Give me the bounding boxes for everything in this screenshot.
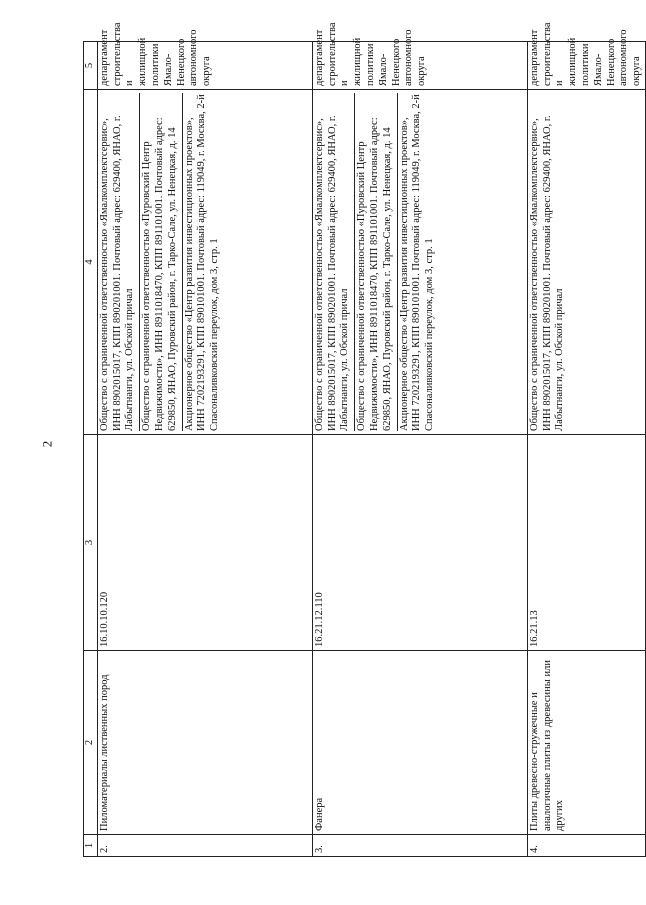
product-code: 16.10.10.120 xyxy=(97,435,312,651)
organization: Акционерное общество «Центр развития инвестиционных проектов», ИНН 7202193291, КПП 890101001. Почтовый адрес: 119049, г. Москва, 2-й Спасоналивковский переулок, дом 3, стр. 1 xyxy=(397,93,439,431)
row-number: 3. xyxy=(312,835,527,857)
organization: Акционерное общество «Центр развития инвестиционных проектов», ИНН 7202193291, КПП 890101001. Почтовый адрес: 119049, г. Москва, 2-й Спасоналивковский переулок, дом 3, стр. 1 xyxy=(182,93,224,431)
header-row xyxy=(84,42,98,857)
department: департамент строительства и жилищной политики Ямало-Ненецкого автономного округа xyxy=(312,42,527,90)
organization: Общество с ограниченной ответственностью «Ямалкомплектсервис», ИНН 8902015017, КПП 890201001. Почтовый адрес: 629400, ЯНАО, г. Лабытнанги, ул. Обской причал xyxy=(528,115,566,431)
row-number: 2. xyxy=(97,835,312,857)
department: департамент строительства и жилищной политики Ямало-Ненецкого автономного округа xyxy=(97,42,312,90)
col-header-4: 4 xyxy=(84,90,98,435)
col-header-2: 2 xyxy=(84,651,98,835)
department: департамент строительства и жилищной политики Ямало-Ненецкого автономного округа xyxy=(527,42,645,90)
col-header-3: 3 xyxy=(84,435,98,651)
organization: Общество с ограниченной ответственностью «Пуровский Центр Недвижимости», ИНН 8911018470, КПП 891101001. Почтовый адрес: 629850, ЯНАО, Пуровский район, г. Тарко-Сале, ул. Ненецкая, д. 14 xyxy=(139,93,181,431)
col-header-1: 1 xyxy=(84,835,98,857)
table-row xyxy=(312,42,527,857)
col-header-5: 5 xyxy=(84,42,98,90)
product-code: 16.21.12.110 xyxy=(312,435,527,651)
row-number: 4. xyxy=(527,835,645,857)
product-name: Плиты древесно-стружечные и аналогичные плиты из древесины или других xyxy=(527,651,645,835)
product-name: Пиломатериалы лиственных пород xyxy=(97,651,312,835)
product-name: Фанера xyxy=(312,651,527,835)
organizations-cell xyxy=(97,90,312,435)
organizations-cell xyxy=(527,90,645,435)
organization: Общество с ограниченной ответственностью «Ямалкомплектсервис», ИНН 8902015017, КПП 890201001. Почтовый адрес: 629400, ЯНАО, г. Лабытнанги, ул. Обской причал xyxy=(98,115,136,431)
rotated-page xyxy=(83,22,643,857)
product-code: 16.21.13 xyxy=(527,435,645,651)
organization: Общество с ограниченной ответственностью «Ямалкомплектсервис», ИНН 8902015017, КПП 890201001. Почтовый адрес: 629400, ЯНАО, г. Лабытнанги, ул. Обской причал xyxy=(313,115,351,431)
table-row xyxy=(97,42,312,857)
page-number: 2 xyxy=(39,440,55,448)
organization: Общество с ограниченной ответственностью «Пуровский Центр Недвижимости», ИНН 8911018470, КПП 891101001. Почтовый адрес: 629850, ЯНАО, Пуровский район, г. Тарко-Сале, ул. Ненецкая, д. 14 xyxy=(354,93,396,431)
table-row xyxy=(527,42,645,857)
registry-table xyxy=(83,22,646,857)
organizations-cell xyxy=(312,90,527,435)
